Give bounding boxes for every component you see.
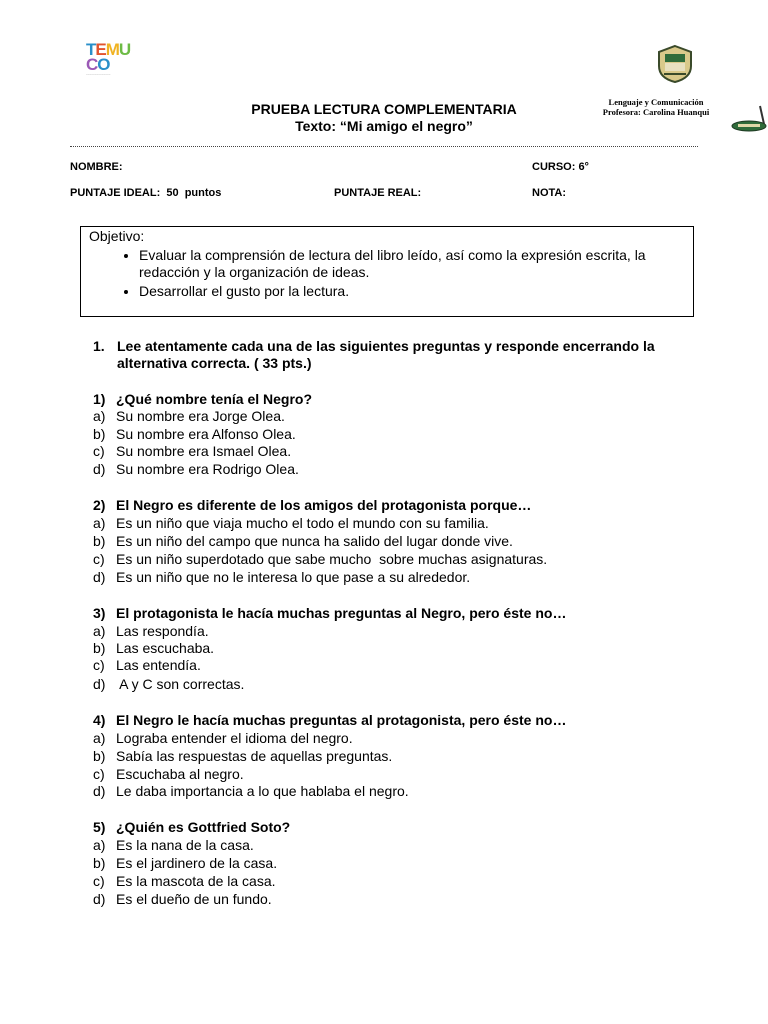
option-text: Lograba entender el idioma del negro. <box>116 730 353 746</box>
option-text: Su nombre era Ismael Olea. <box>116 443 292 459</box>
option-text: Es la mascota de la casa. <box>116 873 276 889</box>
nombre-field: NOMBRE: <box>70 161 123 173</box>
option-text: A y C son correctas. <box>116 676 245 692</box>
option-text: Le daba importancia a lo que hablaba el negro. <box>116 783 409 799</box>
question-heading <box>93 819 290 836</box>
answer-option[interactable] <box>93 623 209 640</box>
teacher-label: Profesora: Carolina Huanqui <box>602 107 710 117</box>
answer-option[interactable] <box>93 533 513 550</box>
option-text: Es un niño superdotado que sabe mucho sobre muchas asignaturas. <box>116 551 548 567</box>
objective-item: • Desarrollar el gusto por la lectura. <box>139 283 685 300</box>
option-text: Es un niño que viaja mucho el todo el mundo con su familia. <box>116 515 489 531</box>
question-heading <box>93 712 566 729</box>
objective-box <box>80 226 694 317</box>
question-number: 1) <box>93 391 106 407</box>
answer-option[interactable] <box>93 891 272 908</box>
option-text: Su nombre era Rodrigo Olea. <box>116 461 299 477</box>
answer-option[interactable] <box>93 515 489 532</box>
page-subtitle: Texto: “Mi amigo el negro” <box>295 118 473 134</box>
question-text: El Negro le hacía muchas preguntas al protagonista, pero éste no… <box>116 712 567 728</box>
answer-option[interactable] <box>93 676 244 693</box>
objective-label: Objetivo: <box>89 228 145 244</box>
option-text: Es el dueño de un fundo. <box>116 891 272 907</box>
option-letter: d) <box>93 676 106 692</box>
subject-label: Lenguaje y Comunicación <box>608 97 704 107</box>
option-letter: b) <box>93 855 106 871</box>
option-letter: d) <box>93 461 106 477</box>
option-letter: b) <box>93 533 106 549</box>
option-text: Las escuchaba. <box>116 640 215 656</box>
option-letter: c) <box>93 766 105 782</box>
answer-option[interactable] <box>93 461 299 478</box>
instruction-number: 1. <box>93 338 105 354</box>
option-text: Su nombre era Alfonso Olea. <box>116 426 296 442</box>
instruction-text: Lee atentamente cada una de las siguientes preguntas y responde encerrando la alternativa correcta. ( 33 pts.) <box>117 338 655 371</box>
answer-option[interactable] <box>93 551 547 568</box>
puntaje-ideal-field: PUNTAJE IDEAL: 50 puntos <box>70 187 222 199</box>
answer-option[interactable] <box>93 783 409 800</box>
option-letter: c) <box>93 657 105 673</box>
answer-option[interactable] <box>93 730 353 747</box>
option-text: Sabía las respuestas de aquellas preguntas. <box>116 748 393 764</box>
main-instruction <box>93 338 703 372</box>
option-text: Las entendía. <box>116 657 201 673</box>
answer-option[interactable] <box>93 766 244 783</box>
option-letter: b) <box>93 640 106 656</box>
option-text: Es el jardinero de la casa. <box>116 855 278 871</box>
option-letter: d) <box>93 891 106 907</box>
option-letter: a) <box>93 837 106 853</box>
option-letter: b) <box>93 426 106 442</box>
option-text: Las respondía. <box>116 623 209 639</box>
option-letter: c) <box>93 443 105 459</box>
option-text: Su nombre era Jorge Olea. <box>116 408 285 424</box>
question-text: ¿Qué nombre tenía el Negro? <box>116 391 313 407</box>
answer-option[interactable] <box>93 873 276 890</box>
option-letter: c) <box>93 873 105 889</box>
objective-item: • Evaluar la comprensión de lectura del libro leído, así como la expresión escrita, la redacción y la organización de ideas. <box>139 247 685 281</box>
option-text: Es un niño del campo que nunca ha salido del lugar donde vive. <box>116 533 513 549</box>
option-letter: c) <box>93 551 105 567</box>
question-number: 2) <box>93 497 106 513</box>
question-text: El protagonista le hacía muchas preguntas al Negro, pero éste no… <box>116 605 567 621</box>
page-title: PRUEBA LECTURA COMPLEMENTARIA <box>251 101 517 117</box>
answer-option[interactable] <box>93 408 285 425</box>
question-heading <box>93 497 531 514</box>
option-letter: a) <box>93 730 106 746</box>
option-letter: a) <box>93 623 106 639</box>
answer-option[interactable] <box>93 640 214 657</box>
answer-option[interactable] <box>93 748 392 765</box>
question-number: 4) <box>93 712 106 728</box>
option-text: Escuchaba al negro. <box>116 766 244 782</box>
option-letter: d) <box>93 783 106 799</box>
question-text: ¿Quién es Gottfried Soto? <box>116 819 291 835</box>
option-letter: a) <box>93 515 106 531</box>
option-letter: a) <box>93 408 106 424</box>
option-text: Es la nana de la casa. <box>116 837 254 853</box>
temuco-logo: TEMU CO ~~~~~~~~~~~~~~ <box>86 40 131 76</box>
answer-option[interactable] <box>93 426 296 443</box>
answer-option[interactable] <box>93 837 254 854</box>
school-crest-icon <box>654 44 696 84</box>
puntaje-real-field: PUNTAJE REAL: <box>334 187 422 199</box>
header-divider <box>70 146 698 147</box>
option-text: Es un niño que no le interesa lo que pase a su alrededor. <box>116 569 471 585</box>
objective-list <box>89 247 685 300</box>
answer-option[interactable] <box>93 855 277 872</box>
answer-option[interactable] <box>93 569 470 586</box>
question-number: 3) <box>93 605 106 621</box>
question-heading <box>93 391 312 408</box>
curso-field: CURSO: 6° <box>532 161 589 173</box>
question-heading <box>93 605 566 622</box>
question-number: 5) <box>93 819 106 835</box>
answer-option[interactable] <box>93 657 201 674</box>
option-letter: b) <box>93 748 106 764</box>
nota-field: NOTA: <box>532 187 567 199</box>
answer-option[interactable] <box>93 443 291 460</box>
question-text: El Negro es diferente de los amigos del protagonista porque… <box>116 497 532 513</box>
option-letter: d) <box>93 569 106 585</box>
